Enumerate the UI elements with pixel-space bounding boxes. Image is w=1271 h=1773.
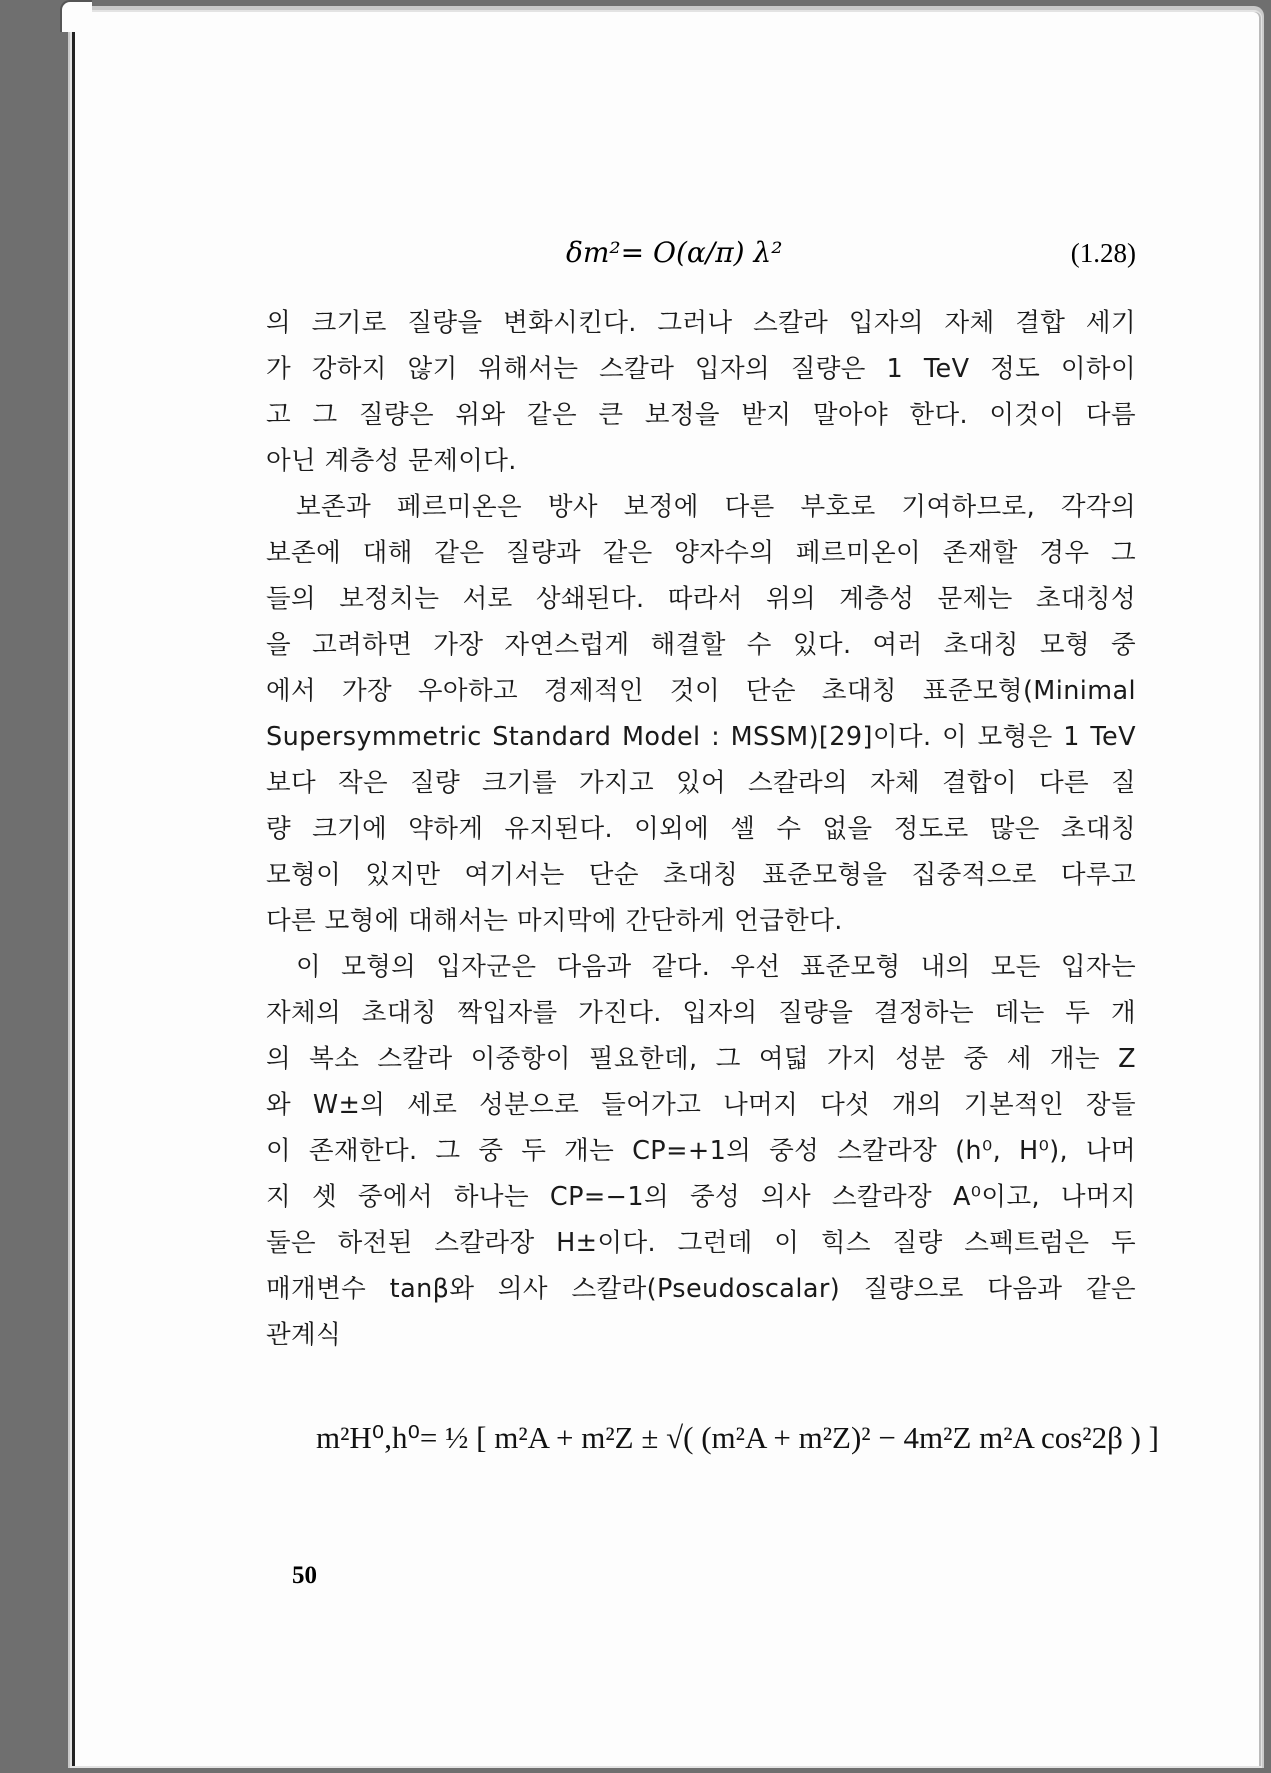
text-line: 보다 작은 질량 크기를 가지고 있어 스칼라의 자체 결합이 다른 질: [266, 768, 1136, 798]
text-line: 관계식: [266, 1320, 342, 1350]
paragraph-2: [266, 484, 1136, 944]
text-line: Supersymmetric Standard Model : MSSM)[29]이다. 이 모형은 1 TeV: [266, 722, 1136, 752]
text-line: 이 모형의 입자군은 다음과 같다. 우선 표준모형 내의 모든 입자는: [296, 952, 1136, 982]
text-line: 와 W±의 세로 성분으로 들어가고 나머지 다섯 개의 기본적인 장들: [266, 1090, 1136, 1120]
text-line: 자체의 초대칭 짝입자를 가진다. 입자의 질량을 결정하는 데는 두 개: [266, 998, 1136, 1028]
text-line: 보존과 페르미온은 방사 보정에 다른 부호로 기여하므로, 각각의: [296, 492, 1136, 522]
text-line: 들의 보정치는 서로 상쇄된다. 따라서 위의 계층성 문제는 초대칭성: [266, 584, 1136, 614]
text-line: 에서 가장 우아하고 경제적인 것이 단순 초대칭 표준모형(Minimal: [266, 676, 1136, 706]
equation-number: (1.28): [1070, 238, 1136, 268]
text-line: 모형이 있지만 여기서는 단순 초대칭 표준모형을 집중적으로 다루고: [266, 860, 1136, 890]
text-line: 고 그 질량은 위와 같은 큰 보정을 받지 말아야 한다. 이것이 다름: [266, 400, 1136, 430]
equation-expression: δm²= O(α/π) λ²: [566, 236, 783, 269]
text-line: 의 복소 스칼라 이중항이 필요한데, 그 여덟 가지 성분 중 세 개는 Z: [266, 1044, 1136, 1074]
text-line: 량 크기에 약하게 유지된다. 이외에 셀 수 없을 정도로 많은 초대칭: [266, 814, 1136, 844]
higgs-mass-formula: m²H⁰,h⁰= ½ [ m²A + m²Z ± √( (m²A + m²Z)² − 4m²Z m²A cos²2β ) ]: [316, 1420, 1160, 1455]
text-line: 의 크기로 질량을 변화시킨다. 그러나 스칼라 입자의 자체 결합 세기: [266, 308, 1136, 338]
text-line: 이 존재한다. 그 중 두 개는 CP=+1의 중성 스칼라장 (h⁰, H⁰), 나머: [266, 1136, 1136, 1166]
paragraph-3: [266, 944, 1136, 1358]
text-line: 둘은 하전된 스칼라장 H±이다. 그런데 이 힉스 질량 스펙트럼은 두: [266, 1228, 1136, 1258]
text-line: 매개변수 tanβ와 의사 스칼라(Pseudoscalar) 질량으로 다음과 같은: [266, 1274, 1136, 1304]
page-number: 50: [292, 1562, 317, 1589]
text-line: 지 셋 중에서 하나는 CP=−1의 중성 의사 스칼라장 A⁰이고, 나머지: [266, 1182, 1136, 1212]
page-corner: [60, 0, 92, 32]
equation-1-28: [266, 232, 1136, 282]
text-line: 을 고려하면 가장 자연스럽게 해결할 수 있다. 여러 초대칭 모형 중: [266, 630, 1136, 660]
text-line: 다른 모형에 대해서는 마지막에 간단하게 언급한다.: [266, 906, 843, 936]
paragraph-1: [266, 300, 1136, 484]
text-line: 보존에 대해 같은 질량과 같은 양자수의 페르미온이 존재할 경우 그: [266, 538, 1136, 568]
text-line: 가 강하지 않기 위해서는 스칼라 입자의 질량은 1 TeV 정도 이하이: [266, 354, 1136, 384]
text-line: 아닌 계층성 문제이다.: [266, 446, 517, 476]
